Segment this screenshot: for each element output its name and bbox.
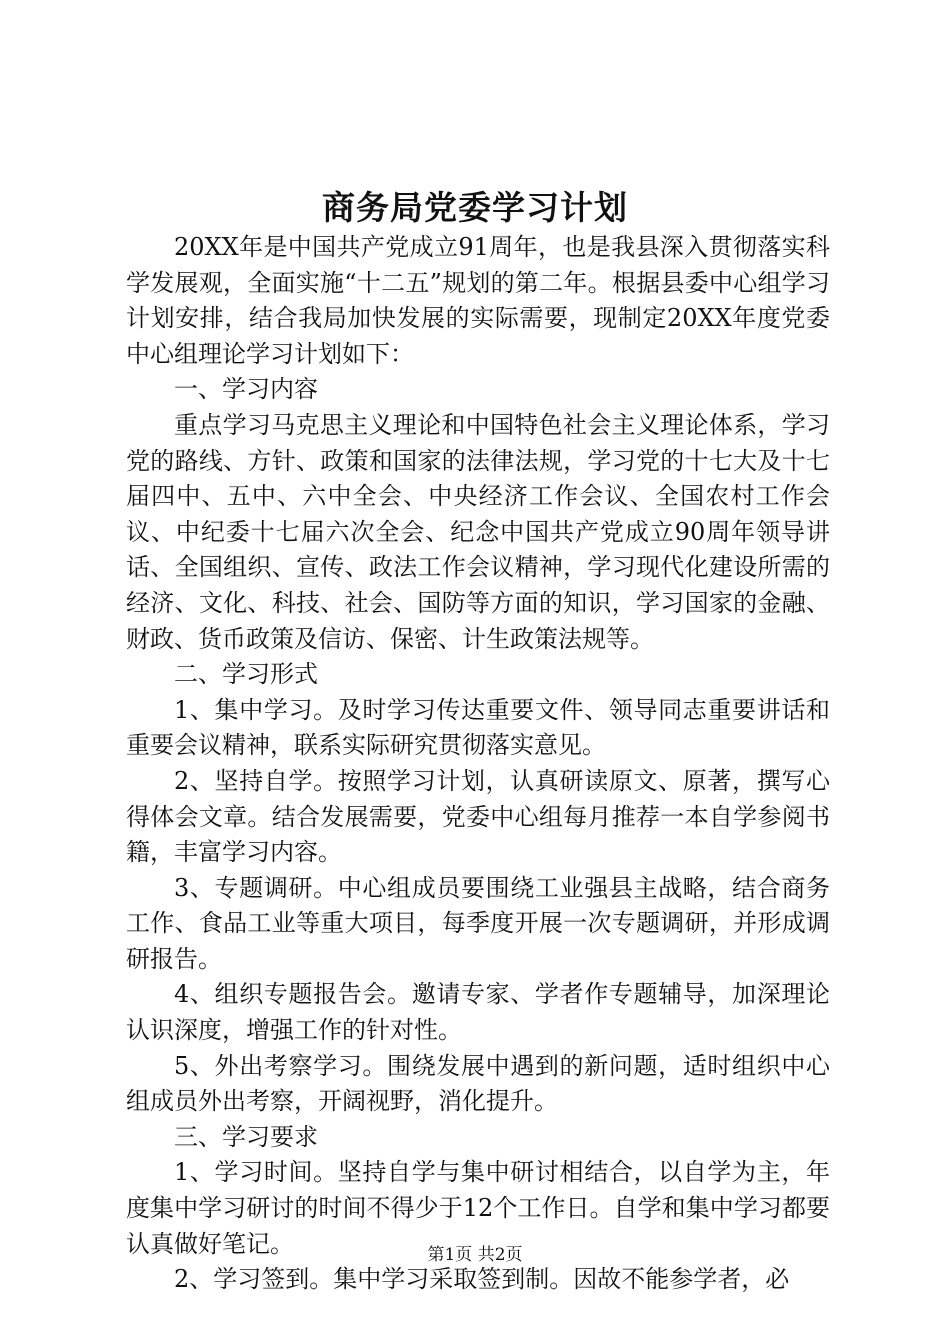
- document-body: [126, 230, 830, 1298]
- paragraph-form-4: 4、组织专题报告会。邀请专家、学者作专题辅导，加深理论认识深度，增强工作的针对性。: [126, 980, 830, 1045]
- paragraph-form-3: 3、专题调研。中心组成员要围绕工业强县主战略，结合商务工作、食品工业等重大项目，每季度开展一次专题调研，并形成调研报告。: [126, 873, 830, 973]
- paragraph-form-1: 1、集中学习。及时学习传达重要文件、领导同志重要讲话和重要会议精神，联系实际研究贯彻落实意见。: [126, 695, 830, 760]
- document-title: 商务局党委学习计划: [322, 188, 628, 227]
- paragraph-form-2: 2、坚持自学。按照学习计划，认真研读原文、原著，撰写心得体会文章。结合发展需要，党委中心组每月推荐一本自学参阅书籍，丰富学习内容。: [126, 766, 830, 867]
- paragraph-content: 重点学习马克思主义理论和中国特色社会主义理论体系，学习党的路线、方针、政策和国家的法律法规，学习党的十七大及十七届四中、五中、六中全会、中央经济工作会议、全国农村工作会议、中纪委十七届六次全会、纪念中国共产党成立90周年领导讲话、全国组织、宣传、政法工作会议精神，学习现代化建设所需的经济、文化、科技、社会、国防等方面的知识，学习国家的金融、财政、货币政策及信访、保密、计生政策法规等。: [126, 410, 830, 653]
- page-number-footer: 第1页 共2页: [427, 1245, 523, 1265]
- paragraph-requirement-2: 2、学习签到。集中学习采取签到制。因故不能参学者，必: [174, 1265, 790, 1294]
- paragraph-requirement-1: 1、学习时间。坚持自学与集中研讨相结合，以自学为主，年度集中学习研讨的时间不得少于12个工作日。自学和集中学习都要认真做好笔记。: [126, 1158, 830, 1258]
- section-heading-requirements: 三、学习要求: [174, 1122, 318, 1151]
- paragraph-intro: 20XX年是中国共产党成立91周年，也是我县深入贯彻落实科学发展观，全面实施“十二五”规划的第二年。根据县委中心组学习计划安排，结合我局加快发展的实际需要，现制定20XX年度党委中心组理论学习计划如下：: [126, 233, 830, 368]
- section-heading-content: 一、学习内容: [174, 375, 318, 404]
- section-heading-form: 二、学习形式: [174, 660, 318, 689]
- paragraph-form-5: 5、外出考察学习。围绕发展中遇到的新问题，适时组织中心组成员外出考察，开阔视野，消化提升。: [126, 1051, 830, 1116]
